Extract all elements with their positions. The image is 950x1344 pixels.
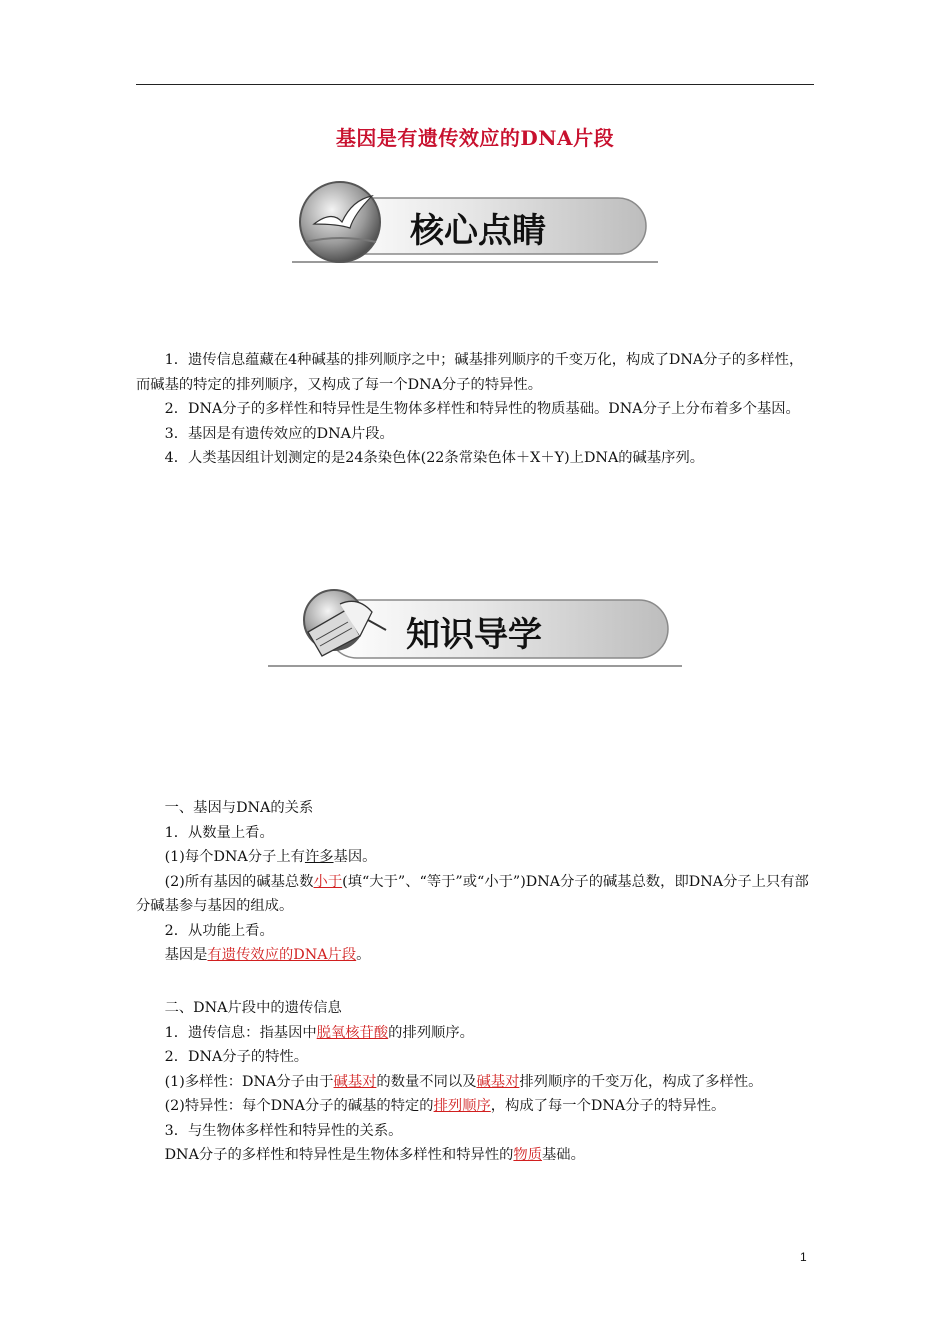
core-points <box>136 348 814 471</box>
blank-answer: 脱氧核苷酸 <box>316 1024 389 1041</box>
section-1-heading: 一、基因与DNA的关系 <box>164 800 314 816</box>
blank-answer: 许多 <box>304 849 334 865</box>
blank-answer: 小于 <box>313 873 343 890</box>
sec1-item-2: (1)每个DNA分子上有许多基因。 <box>164 849 377 865</box>
sec2-item-2: 2．DNA分子的特性。 <box>164 1049 309 1065</box>
sec1-item-4: 2．从功能上看。 <box>164 922 274 939</box>
core-point-3: 3．基因是有遗传效应的DNA片段。 <box>164 425 394 442</box>
sec1-item-5: 基因是有遗传效应的DNA片段。 <box>164 947 371 963</box>
core-point-4: 4．人类基因组计划测定的是24条染色体(22条常染色体＋X＋Y)上DNA的碱基序列。 <box>164 450 705 466</box>
sec1-item-3: (2)所有基因的碱基总数小于(填“大于”、“等于”或“小于”)DNA分子的碱基总数，即DNA分子上只有部分碱基参与基因的组成。 <box>136 873 809 914</box>
section-1 <box>136 796 814 968</box>
knowledge-guide-banner <box>268 580 684 672</box>
core-points-banner <box>292 180 660 266</box>
section-2-heading: 二、DNA片段中的遗传信息 <box>164 1000 342 1016</box>
blank-answer: 排列顺序 <box>433 1098 491 1114</box>
sec2-item-4: (2)特异性：每个DNA分子的碱基的特定的排列顺序，构成了每一个DNA分子的特异性。 <box>164 1098 726 1114</box>
blank-answer: 碱基对 <box>333 1073 377 1090</box>
header-rule <box>136 84 814 85</box>
section-2 <box>136 996 814 1168</box>
core-point-2: 2．DNA分子的多样性和特异性是生物体多样性和特异性的物质基础。DNA分子上分布着多个基因。 <box>164 401 800 417</box>
core-point-1: 1．遗传信息蕴藏在4种碱基的排列顺序之中；碱基排列顺序的千变万化，构成了DNA分子的多样性，而碱基的特定的排列顺序，又构成了每一个DNA分子的特异性。 <box>136 352 804 393</box>
sec2-item-1: 1．遗传信息：指基因中脱氧核苷酸的排列顺序。 <box>164 1024 474 1041</box>
blank-answer: 物质 <box>513 1147 543 1163</box>
blank-answer: 碱基对 <box>476 1073 520 1090</box>
page-number: 1 <box>800 1250 807 1264</box>
banner1-label: 核心点睛 <box>410 211 546 251</box>
sec1-item-1: 1．从数量上看。 <box>164 824 274 841</box>
page-title: 基因是有遗传效应的DNA片段 <box>335 126 615 150</box>
sec2-item-5: 3．与生物体多样性和特异性的关系。 <box>164 1122 403 1139</box>
sec2-item-6: DNA分子的多样性和特异性是生物体多样性和特异性的物质基础。 <box>164 1147 585 1163</box>
banner2-label: 知识导学 <box>406 615 542 655</box>
blank-answer: 有遗传效应的DNA片段 <box>207 947 357 963</box>
sec2-item-3: (1)多样性：DNA分子由于碱基对的数量不同以及碱基对排列顺序的千变万化，构成了多样性。 <box>164 1073 763 1090</box>
